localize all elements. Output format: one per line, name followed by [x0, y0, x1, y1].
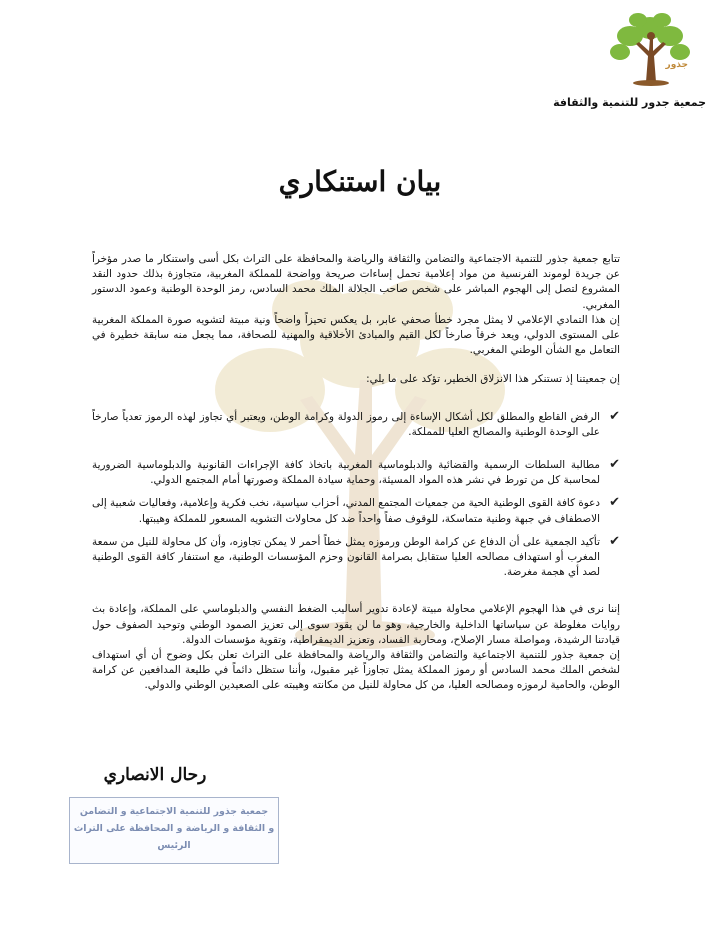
stamp-line-3: الرئيس — [157, 840, 191, 851]
points-intro: إن جمعيتنا إذ تستنكر هذا الانزلاق الخطير، تؤكد على ما يلي: — [366, 373, 620, 386]
checkmark-icon: ✔ — [609, 457, 620, 473]
document-body — [92, 252, 620, 694]
paragraph-4: إن جمعية جذور للتنمية الاجتماعية والتضامن والثقافة والرياضة والمحافظة على التراث تعلن بكل وضوح أن أي استهداف لشخص الملك محمد السادس أو رموز المملكة يمثل تجاوزاً غير مقبول، وأننا ستظل دائماً في طليعة المدافعين عن كرامة الوطن، والحامية لرموزه ومصالحه العليا، من كل محاولة للنيل من مكانته وهيبته على الصعيدين الوطني والدولي. — [92, 649, 620, 692]
stamp-line-2: و الثقافة و الرياضة و المحافظة على التراث — [73, 823, 275, 834]
association-stamp — [69, 797, 279, 864]
list-item — [92, 496, 620, 526]
point-text: دعوة كافة القوى الوطنية الحية من جمعيات المجتمع المدني، أحزاب سياسية، نخب فكرية وإعلامية، وفعاليات شعبية إلى الاصطفاف في جبهة وطنية متماسكة، للوقوف صفاً واحداً ضد كل محاولات التشويه المسعور للمملكة وهيبتها. — [92, 497, 600, 525]
list-item — [92, 458, 620, 488]
point-text: مطالبة السلطات الرسمية والقضائية والدبلوماسية المغربية باتخاذ كافة الإجراءات القانونية والدبلوماسية الضرورية لمحاسبة كل من تورط في نشر هذه المواد المسيئة، وحماية سيادة المملكة وصورتها أمام المجتمع الدولي. — [92, 459, 600, 487]
points-list — [92, 410, 620, 581]
stamp-line-1: جمعية جذور للتنمية الاجتماعية و التضامن — [79, 806, 269, 817]
document-title: بيان استنكاري — [278, 165, 442, 198]
point-text: تأكيد الجمعية على أن الدفاع عن كرامة الوطن ورموزه يمثل خطاً أحمر لا يمكن تجاوزه، وأن كل محاولة للنيل من سمعة المغرب أو استهداف مصالحه العليا ستقابل بصرامة القانون وحزم المؤسسات الوطنية، مع استنفار كافة القوى الوطنية لصد أي هجمة مغرضة. — [92, 535, 600, 579]
paragraph-1: تتابع جمعية جذور للتنمية الاجتماعية والتضامن والثقافة والرياضة والمحافظة على التراث بكل أسى واستنكار ما صدر مؤخراً عن جريدة لوموند الفرنسية من مواد إعلامية تحمل إساءات صريحة وواضحة للمملكة المغربية، متجاوزة بذلك حدود النقد المشروع لتصل إلى الهجوم المباشر على شخص صاحب الجلالة الملك محمد السادس، رمز الوحدة الوطنية وعمود الدستور المغربي. — [92, 253, 620, 311]
checkmark-icon: ✔ — [609, 533, 620, 549]
point-text: الرفض القاطع والمطلق لكل أشكال الإساءة إلى رموز الدولة وكرامة الوطن، ويعتبر أي تجاوز لهذه الرموز تعدياً صارخاً على الوحدة الوطنية والمصالح العليا للمملكة. — [92, 410, 600, 438]
list-item — [92, 535, 620, 581]
association-logo-icon — [602, 8, 698, 88]
checkmark-icon: ✔ — [609, 495, 620, 511]
list-item — [92, 410, 620, 440]
signature: رحال الانصاري — [103, 765, 207, 785]
checkmark-icon: ✔ — [609, 408, 620, 424]
org-name: جمعية جدور للتنمية والثقافة — [553, 96, 706, 109]
logo-text: جذور — [665, 60, 688, 70]
paragraph-3: إننا نرى في هذا الهجوم الإعلامي محاولة مبيتة لإعادة تدوير أساليب الضغط النفسي والدبلوماسي على المملكة، وإعادة بث روايات مغلوطة عن سياساتها الداخلية والخارجية، وهو ما لن يقود سوى إلى تعزيز الصمود الوطني وتوحيد الصفوف حول قيادتنا الرشيدة، ومواصلة مسار الإصلاح، ومحاربة الفساد، وتعزيز الديمقراطية، وتقوية مؤسسات الدولة. — [92, 603, 620, 646]
paragraph-2: إن هذا التمادي الإعلامي لا يمثل مجرد خطأ صحفي عابر، بل يعكس تحيزاً واضحاً ونية مبيتة لتشويه صورة المملكة المغربية على المستوى الدولي، ويعد خرقاً صارخاً لكل القيم والمبادئ الأخلاقية والمهنية للصحافة، مما يجعل منه سابقة خطيرة في التعامل مع الشأن الوطني المغربي. — [92, 313, 620, 357]
